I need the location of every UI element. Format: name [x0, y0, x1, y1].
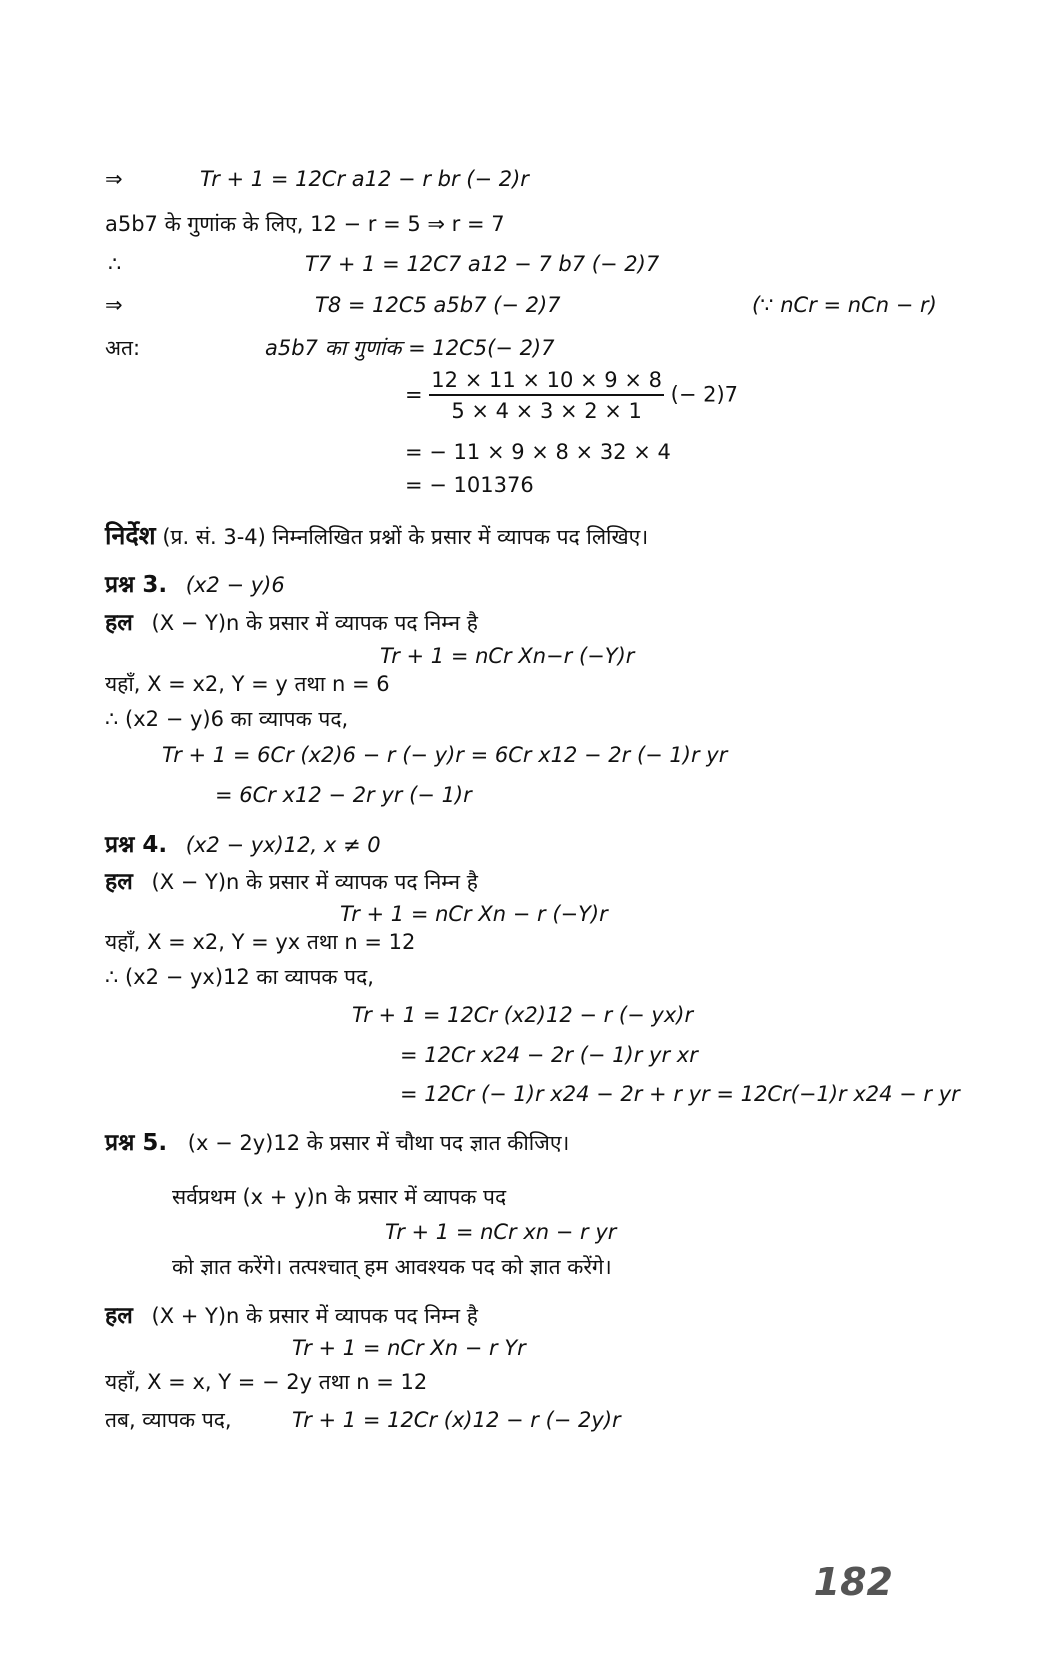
implies-symbol: ⇒: [105, 167, 123, 191]
question-3-label: प्रश्न 3.: [105, 572, 168, 598]
q4-substitution: यहाँ, X = x2, Y = yx तथा n = 12: [105, 930, 416, 954]
question-3-expression: (x2 − y)6: [185, 573, 285, 597]
solution-text: (X − Y)n के प्रसार में व्यापक पद निम्न है: [151, 611, 478, 635]
q3-general-term: Tr + 1 = nCr Xn−r (−Y)r: [380, 644, 635, 668]
question-4-expression: (x2 − yx)12, x ≠ 0: [185, 833, 381, 857]
t8-expansion: T7 + 1 = 12C7 a12 − 7 b7 (− 2)7: [305, 252, 660, 276]
fraction-denominator: 5 × 4 × 3 × 2 × 1: [451, 399, 642, 424]
question-5-heading: [105, 1130, 569, 1156]
final-coefficient: = − 101376: [405, 473, 534, 497]
question-5-expression: (x − 2y)12 के प्रसार में चौथा पद ज्ञात कीजिए।: [187, 1131, 570, 1155]
question-4-solution-intro: [105, 869, 478, 895]
question-4-heading: [105, 832, 381, 858]
instruction-text: (प्र. सं. 3-4) निम्नलिखित प्रश्नों के प्रसार में व्यापक पद लिखिए।: [162, 525, 649, 549]
solution-label: हल: [105, 1303, 133, 1329]
q5-then-equation: Tr + 1 = 12Cr (x)12 − r (− 2y)r: [292, 1408, 621, 1432]
therefore-symbol: ∴: [108, 252, 122, 276]
q3-therefore: ∴ (x2 − y)6 का व्यापक पद,: [105, 707, 349, 731]
q4-therefore: ∴ (x2 − yx)12 का व्यापक पद,: [105, 965, 374, 989]
page-number: 182: [813, 1560, 893, 1604]
q3-step-1: Tr + 1 = 6Cr (x2)6 − r (− y)r = 6Cr x12 − 2r (− 1)r yr: [162, 743, 728, 767]
combination-identity-note: (∵ nCr = nCn − r): [752, 293, 937, 317]
equals-sign: =: [405, 382, 423, 407]
q5-hint-line-1: सर्वप्रथम (x + y)n के प्रसार में व्यापक पद: [172, 1185, 507, 1209]
product-step: = − 11 × 9 × 8 × 32 × 4: [405, 440, 671, 464]
general-term-equation: Tr + 1 = 12Cr a12 − r br (− 2)r: [200, 167, 529, 191]
solution-label: हल: [105, 869, 133, 895]
q5-substitution: यहाँ, X = x, Y = − 2y तथा n = 12: [105, 1370, 428, 1394]
question-3-solution-intro: [105, 610, 478, 636]
q5-then-label: तब, व्यापक पद,: [105, 1408, 232, 1432]
q5-hint-formula: Tr + 1 = nCr xn − r yr: [385, 1220, 617, 1244]
solution-text: (X + Y)n के प्रसार में व्यापक पद निम्न है: [151, 1304, 478, 1328]
fraction-step: [405, 368, 738, 423]
q3-substitution: यहाँ, X = x2, Y = y तथा n = 6: [105, 672, 390, 696]
q4-step-2: = 12Cr x24 − 2r (− 1)r yr xr: [400, 1043, 698, 1067]
q3-step-2: = 6Cr x12 − 2r yr (− 1)r: [215, 783, 472, 807]
question-5-solution-intro: [105, 1303, 478, 1329]
question-3-heading: [105, 572, 285, 598]
q4-step-1: Tr + 1 = 12Cr (x2)12 − r (− yx)r: [352, 1003, 694, 1027]
question-5-label: प्रश्न 5.: [105, 1130, 168, 1156]
q4-step-3: = 12Cr (− 1)r x24 − 2r + r yr = 12Cr(−1)r x24 − r yr: [400, 1082, 960, 1106]
coefficient-statement: a5b7 का गुणांक = 12C5(− 2)7: [265, 336, 555, 360]
implies-symbol-2: ⇒: [105, 293, 123, 317]
fraction: [429, 368, 664, 423]
instruction-label: निर्देश: [105, 521, 156, 550]
fraction-suffix: (− 2)7: [670, 382, 739, 407]
question-4-label: प्रश्न 4.: [105, 832, 168, 858]
q5-hint-line-2: को ज्ञात करेंगे। तत्पश्चात् हम आवश्यक पद को ज्ञात करेंगे।: [172, 1255, 612, 1279]
q4-general-term: Tr + 1 = nCr Xn − r (−Y)r: [340, 902, 608, 926]
solution-label: हल: [105, 610, 133, 636]
fraction-numerator: 12 × 11 × 10 × 9 × 8: [429, 368, 664, 396]
solution-text: (X − Y)n के प्रसार में व्यापक पद निम्न है: [151, 870, 478, 894]
t8-result: T8 = 12C5 a5b7 (− 2)7: [315, 293, 561, 317]
hence-label: अत:: [105, 336, 141, 360]
instruction-line: [105, 522, 648, 551]
q5-general-term: Tr + 1 = nCr Xn − r Yr: [292, 1336, 526, 1360]
coefficient-condition: a5b7 के गुणांक के लिए, 12 − r = 5 ⇒ r = 7: [105, 212, 505, 236]
